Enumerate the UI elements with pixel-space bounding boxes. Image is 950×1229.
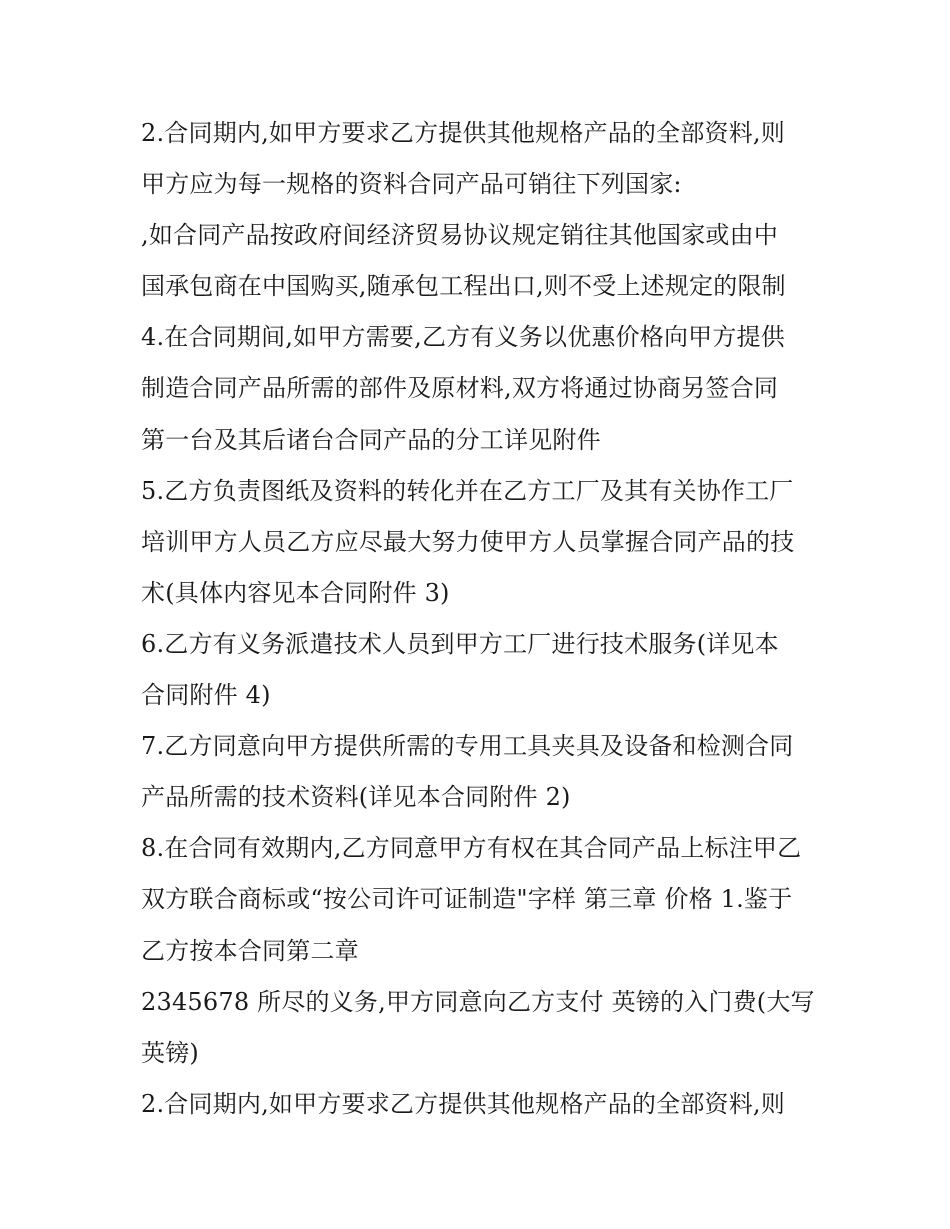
text-line: 8.在合同有效期内,乙方同意甲方有权在其合同产品上标注甲乙 [141, 834, 802, 863]
text-line: 术(具体内容见本合同附件 3) [141, 578, 450, 607]
text-line: 2.合同期内,如甲方要求乙方提供其他规格产品的全部资料,则 [141, 1089, 785, 1118]
text-line: 产品所需的技术资料(详见本合同附件 2) [141, 783, 571, 812]
text-line: 英镑) [141, 1038, 199, 1067]
text-line: ,如合同产品按政府间经济贸易协议规定销往其他国家或由中 [141, 221, 779, 250]
text-line: 双方联合商标或“按公司许可证制造"字样 第三章 价格 1.鉴于 [141, 885, 793, 914]
document-body [141, 108, 821, 1130]
text-line: 4.在合同期间,如甲方需要,乙方有义务以优惠价格向甲方提供 [141, 323, 785, 352]
text-line: 6.乙方有义务派遣技术人员到甲方工厂进行技术服务(详见本 [141, 629, 779, 658]
text-line: 国承包商在中国购买,随承包工程出口,则不受上述规定的限制 [141, 272, 786, 301]
text-line: 2.合同期内,如甲方要求乙方提供其他规格产品的全部资料,则 [141, 119, 785, 147]
text-line: 5.乙方负责图纸及资料的转化并在乙方工厂及其有关协作工厂 [141, 476, 794, 505]
text-line: 制造合同产品所需的部件及原材料,双方将通过协商另签合同 [141, 374, 779, 403]
text-line: 第一台及其后诸台合同产品的分工详见附件 [141, 425, 601, 454]
text-line: 培训甲方人员乙方应尽最大努力使甲方人员掌握合同产品的技 [141, 527, 795, 556]
text-line: 合同附件 4) [141, 681, 271, 710]
text-line: 乙方按本合同第二章 [141, 936, 359, 965]
text-line: 7.乙方同意向甲方提供所需的专用工具夹具及设备和检测合同 [141, 732, 794, 761]
text-line: 甲方应为每一规格的资料合同产品可销往下列国家: [141, 170, 682, 199]
text-line: 2345678 所尽的义务,甲方同意向乙方支付 英镑的入门费(大写 [141, 987, 815, 1016]
